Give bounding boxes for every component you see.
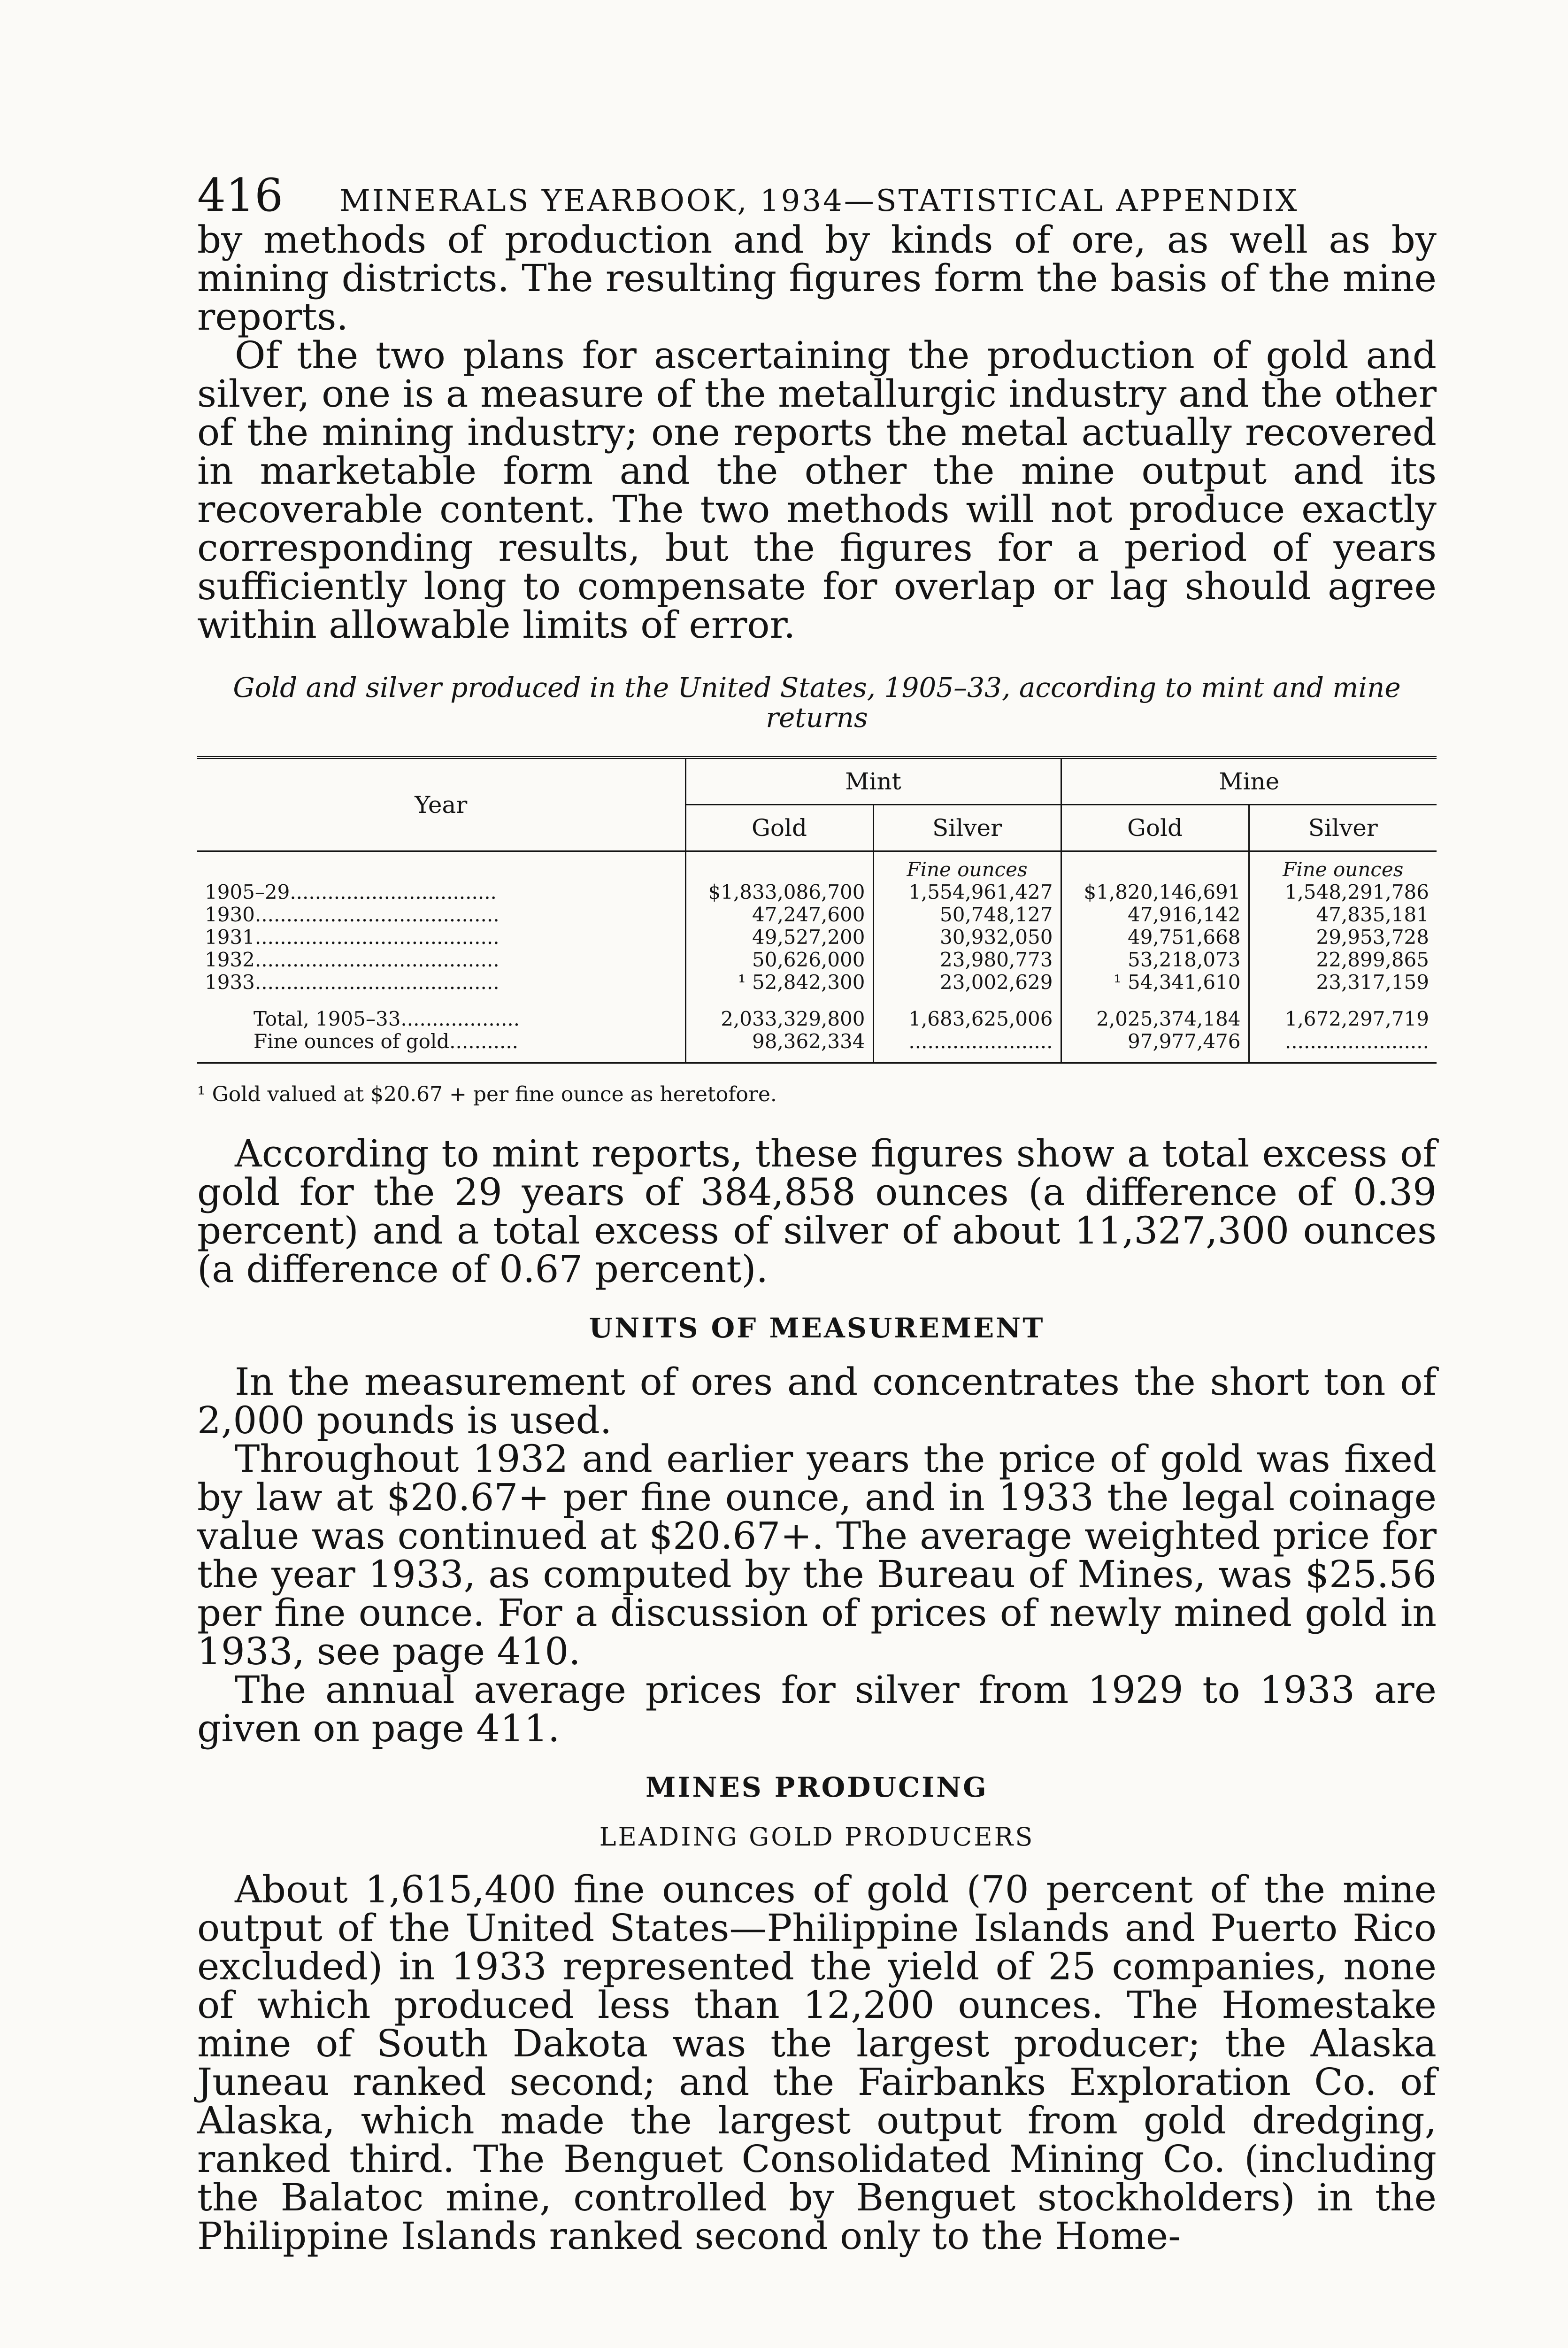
page-number: 416 [197,169,284,222]
total-labels: Total, 1905–33................... Fine ounces of gold........... [254,1007,520,1053]
mint-gold-values: $1,833,086,700 47,247,600 49,527,200 50,626,000 ¹ 52,842,300 [685,881,873,994]
running-title: MINERALS YEARBOOK, 1934—STATISTICAL APPENDIX [339,184,1299,218]
section-units-heading: UNITS OF MEASUREMENT [589,1312,1045,1344]
total-mine-gold: 2,025,374,184 97,977,476 [1061,994,1249,1063]
mine-silver-header: Silver [1249,805,1437,851]
mine-gold-header: Gold [1061,805,1249,851]
total-mint-gold: 2,033,329,800 98,362,334 [685,994,873,1063]
section-mines-heading: MINES PRODUCING [646,1771,988,1803]
gold-silver-table [197,756,1437,1064]
paragraph-two-plans: Of the two plans for ascertaining the production of gold and silver, one is a measure of the metallurgic industry and the other of the mining industry; one reports the metal actually recovered in marketable form and the other the mine output and its recoverable content. The two methods will not produce exactly corresponding results, but the figures for a period of years sufficiently long to compensate for overlap or lag should agree within allowable limits of error. [197,333,1437,647]
paragraph-units-1: In the measurement of ores and concentrates the short ton of 2,000 pounds is used. [197,1360,1437,1442]
paragraph-continued: by methods of production and by kinds of ore, as well as by mining districts. The resulting figures form the basis of the mine reports. [197,218,1437,339]
mint-silver-header: Silver [873,805,1061,851]
running-header [197,169,1437,221]
table-caption: Gold and silver produced in the United States, 1905–33, according to mint and mine returns [233,672,1401,734]
col-year-header: Year [197,757,685,851]
mine-silver-unit: Fine ounces [1249,851,1437,881]
total-mint-silver: 1,683,625,006 ....................... [873,994,1061,1063]
mine-silver-values: 1,548,291,786 47,835,181 29,953,728 22,899,865 23,317,159 [1249,881,1437,994]
paragraph-mint-reports: According to mint reports, these figures show a total excess of gold for the 29 years of 384,858 ounces (a difference of 0.39 percent) and a total excess of silver of about 11,327,300 ounces (a difference of 0.67 percent). [197,1132,1437,1291]
paragraph-units-3: The annual average prices for silver from 1929 to 1933 are given on page 411. [197,1668,1437,1750]
table-footnote: ¹ Gold valued at $20.67 + per fine ounce as heretofore. [197,1082,777,1106]
mint-silver-unit: Fine ounces [873,851,1061,881]
mint-silver-values: 1,554,961,427 50,748,127 30,932,050 23,980,773 23,002,629 [873,881,1061,994]
paragraph-units-2: Throughout 1932 and earlier years the price of gold was fixed by law at $20.67+ per fine ounce, and in 1933 the legal coinage value was continued at $20.67+. The average weighted price for the year 1933, as computed by the Bureau of Mines, was $25.56 per fine ounce. For a discussion of prices of newly mined gold in 1933, see page 410. [197,1437,1437,1673]
mint-gold-header: Gold [685,805,873,851]
mint-group-header: Mint [685,757,1061,805]
paragraph-gold-producers: About 1,615,400 fine ounces of gold (70 percent of the mine output of the United States—Philippine Islands and Puerto Rico excluded) in 1933 represented the yield of 25 companies, none of which produced less than 12,200 ounces. The Homestake mine of South Dakota was the largest producer; the Alaska Juneau ranked second; and the Fairbanks Exploration Co. of Alaska, which made the largest output from gold dredging, ranked third. The Benguet Consolidated Mining Co. (including the Balatoc mine, controlled by Benguet stockholders) in the Philippine Islands ranked second only to the Home- [197,1868,1437,2258]
total-mine-silver: 1,672,297,719 ....................... [1249,994,1437,1063]
page [197,169,1437,2258]
year-labels: 1905–29................................. 1930....................................... 1931....................................... 1932....................................... 1933....................................... [205,880,500,994]
subsection-gold-heading: LEADING GOLD PRODUCERS [599,1822,1035,1852]
mine-gold-values: $1,820,146,691 47,916,142 49,751,668 53,218,073 ¹ 54,341,610 [1061,881,1249,994]
mine-group-header: Mine [1061,757,1437,805]
